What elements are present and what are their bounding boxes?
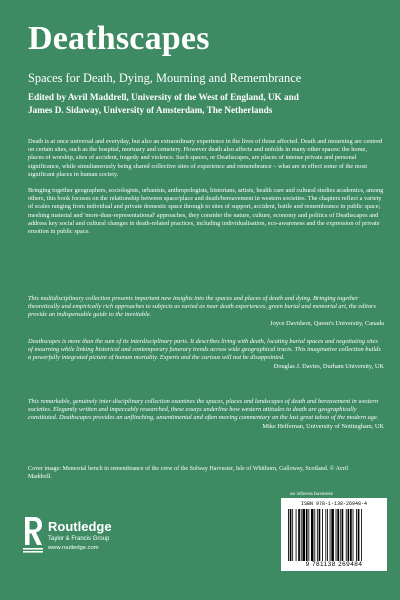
book-title: Deathscapes bbox=[28, 20, 210, 57]
publisher-logo bbox=[22, 515, 132, 563]
editors bbox=[28, 91, 388, 117]
endorsement-text: Deathscapes is more than the sum of its interdisciplinary parts. It describes living with death, locating burial spaces and negotiating sites of mourning while linking historical and contemporary funerary trends across wide geographical tracts. This imaginative collection builds a powerfully integrated picture of human mortality. Experts and the curious will not be disappointed. bbox=[28, 338, 381, 362]
isbn-label: ISBN 978-1-138-26948-4 bbox=[300, 501, 367, 507]
barcode-digits: 9 781138 269484 bbox=[305, 561, 363, 568]
endorsement-2 bbox=[28, 338, 384, 371]
endorsement-attribution: Douglas J. Davies, Durham University, UK bbox=[273, 362, 384, 370]
publisher-group: Taylor & Francis Group bbox=[48, 536, 110, 542]
editors-line-2: James D. Sidaway, University of Amsterdam, The Netherlands bbox=[28, 105, 273, 116]
publisher-name: Routledge bbox=[48, 519, 112, 534]
endorsement-text: This multidisciplinary collection presents important new insights into the spaces and places of death and dying. Bringing together theoretically and empirically rich approaches to subjects as varied as near death experiences, green burial and memorial art, the editors provide an indispensable guide to the inevitable. bbox=[28, 295, 376, 319]
barcode-bars bbox=[287, 509, 381, 561]
blurb-paragraph-2: Bringing together geographers, sociologists, urbanists, anthropologists, historians, artists, health care and cultural studies academics, among others, this book focuses on the relationship between space/place and death/bereavement in western societies. The chapters reflect a variety of scales ranging from individual and private domestic space through to sites of support, accident, battle and remembrance in public space; meshing material and 'more-than-representational' approaches, they consider the nature, culture, economy and politics of Deathscapes and address key social and cultural changes in death-related practices, including individualisation, eco-awareness and the expression of private emotion in public space. bbox=[28, 187, 384, 235]
endorsement-1 bbox=[28, 295, 384, 328]
book-subtitle: Spaces for Death, Dying, Mourning and Remembrance bbox=[28, 71, 302, 85]
barcode bbox=[281, 498, 387, 571]
cover-image-credit: Cover image: Memorial bench in remembrance of the crew of the Solway Harvester, Isle of Whithorn, Galloway, Scotland. © Avril Maddrell. bbox=[28, 466, 349, 480]
editors-line-1: Edited by Avril Maddrell, University of the West of England, UK and bbox=[28, 92, 299, 102]
endorsement-3 bbox=[28, 398, 384, 431]
informa-tagline: an informa business bbox=[290, 492, 333, 497]
blurb-paragraph-1: Death is at once universal and everyday, but also an extraordinary experience in the lives of those affected. Death and mourning are centred on certain sites, such as the hospital, mortuary and cemetery. However death also affects and unfolds in many other spaces: the home, places of worship, sites of accident, tragedy and violence. Such spaces, or Deathscapes, are places of intense private and personal significance, while simultaneously being shared collective sites of experience and remembrance – what are in effect some of the most significant places in human society. bbox=[28, 138, 383, 178]
routledge-r-icon bbox=[22, 515, 44, 555]
endorsement-text: This remarkable, genuinely inter-disciplinary collection examines the spaces, places and landscapes of death and bereavement in western societies. Elegantly written and impeccably researched, these essays underline how western attitudes to death are geographically constituted. Deathscapes provides an unflinching, unsentimental and often moving commentary on the last great taboo of the modern age. bbox=[28, 398, 379, 422]
endorsement-attribution: Mike Heffernan, University of Nottingham, UK bbox=[262, 422, 384, 430]
publisher-url: www.routledge.com bbox=[48, 545, 99, 551]
endorsement-attribution: Joyce Davidson, Queen's University, Canada bbox=[270, 319, 384, 327]
